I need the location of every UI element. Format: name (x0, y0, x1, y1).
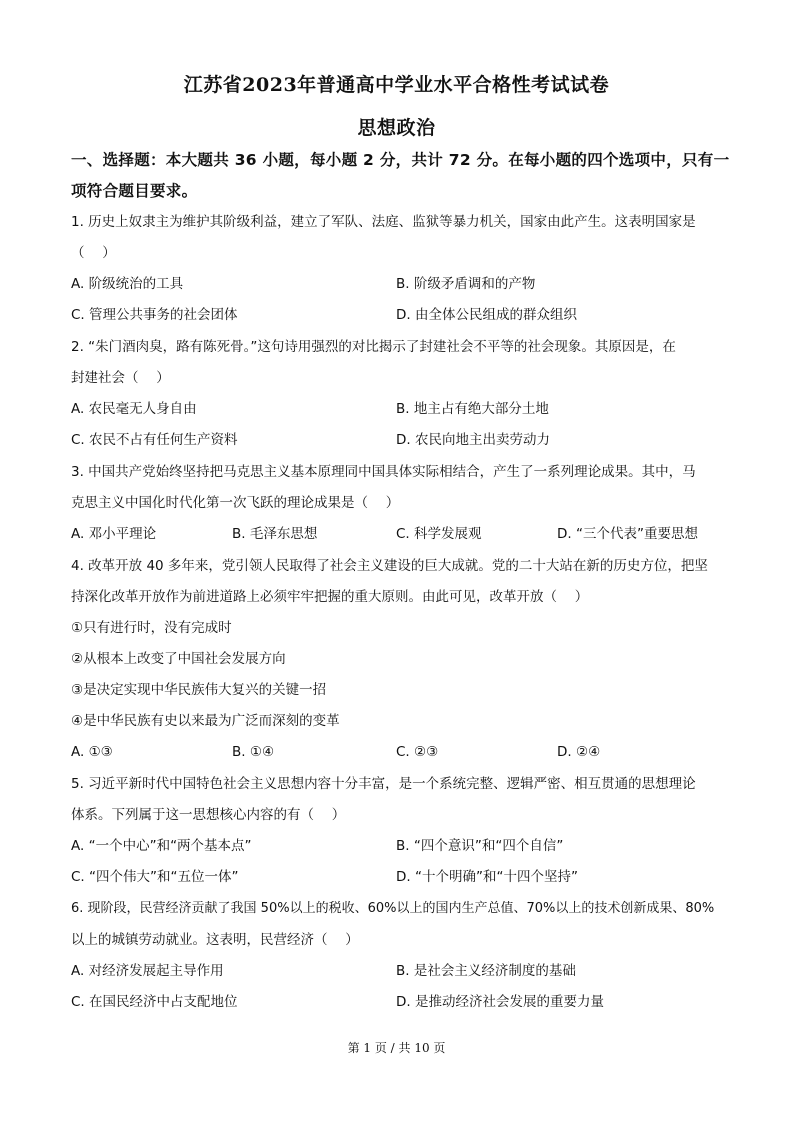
question-5-option-b: B. “四个意识”和“四个自信” (396, 838, 564, 854)
question-3-stem-line-2: 克思主义中国化时代化第一次飞跃的理论成果是（ ） (71, 495, 400, 511)
section-heading (71, 145, 731, 207)
question-1-stem-line-2: （ ） (71, 245, 116, 261)
question-6-option-d: D. 是推动经济社会发展的重要力量 (396, 994, 604, 1010)
question-1-option-a: A. 阶级统治的工具 (71, 276, 184, 292)
question-6-option-a: A. 对经济发展起主导作用 (71, 963, 224, 979)
question-3-option-a: A. 邓小平理论 (71, 526, 157, 542)
question-4-option-d: D. ②④ (557, 744, 601, 760)
exam-title: 江苏省2023年普通高中学业水平合格性考试试卷 (183, 74, 610, 96)
question-5-option-d: D. “十个明确”和“十四个坚持” (396, 869, 578, 885)
question-4-option-c: C. ②③ (396, 744, 439, 760)
question-2-stem-line-1: 2. “朱门酒肉臭，路有陈死骨。”这句诗用强烈的对比揭示了封建社会不平等的社会现象。其原因是，在 (71, 339, 676, 355)
question-1-option-b: B. 阶级矛盾调和的产物 (396, 276, 536, 292)
question-1-option-d: D. 由全体公民组成的群众组织 (396, 307, 577, 323)
question-2-stem-line-2: 封建社会（ ） (71, 370, 170, 386)
question-2-option-c: C. 农民不占有任何生产资料 (71, 432, 238, 448)
question-4-statement-3: ③是决定实现中华民族伟大复兴的关键一招 (71, 682, 327, 698)
question-5-stem-line-2: 体系。下列属于这一思想核心内容的有（ ） (71, 807, 346, 823)
question-5-option-c: C. “四个伟大”和“五位一体” (71, 869, 239, 885)
question-4-option-a: A. ①③ (71, 744, 113, 760)
question-5-option-a: A. “一个中心”和“两个基本点” (71, 838, 252, 854)
section-heading-line-1: 一、选择题：本大题共 36 小题，每小题 2 分，共计 72 分。在每小题的四个选项中，只有一 (71, 151, 730, 169)
question-3-option-c: C. 科学发展观 (396, 526, 482, 542)
page-indicator: 第 1 页 / 共 10 页 (347, 1041, 446, 1055)
section-heading-line-2: 项符合题目要求。 (71, 182, 198, 200)
question-6-stem-line-1: 6. 现阶段，民营经济贡献了我国 50%以上的税收、60%以上的国内生产总值、70%以上的技术创新成果、80% (71, 901, 715, 916)
question-6-option-b: B. 是社会主义经济制度的基础 (396, 963, 576, 979)
question-4-stem-line-2: 持深化改革开放作为前进道路上必须牢牢把握的重大原则。由此可见，改革开放（ ） (71, 589, 589, 605)
question-2-option-a: A. 农民毫无人身自由 (71, 401, 197, 417)
question-4-statement-1: ①只有进行时，没有完成时 (71, 620, 232, 636)
question-3-option-d: D. “三个代表”重要思想 (557, 526, 698, 542)
question-4-option-b: B. ①④ (232, 744, 275, 760)
question-4-statement-2: ②从根本上改变了中国社会发展方向 (71, 651, 286, 667)
question-2-option-d: D. 农民向地主出卖劳动力 (396, 432, 550, 448)
question-3-stem-line-1: 3. 中国共产党始终坚持把马克思主义基本原理同中国具体实际相结合，产生了一系列理论成果。其中，马 (71, 464, 696, 480)
question-5-stem-line-1: 5. 习近平新时代中国特色社会主义思想内容十分丰富，是一个系统完整、逻辑严密、相互贯通的思想理论 (71, 776, 696, 792)
exam-subject: 思想政治 (357, 117, 436, 139)
question-4-statement-4: ④是中华民族有史以来最为广泛而深刻的变革 (71, 713, 340, 729)
question-6-stem-line-2: 以上的城镇劳动就业。这表明，民营经济（ ） (71, 932, 359, 948)
question-2-option-b: B. 地主占有绝大部分土地 (396, 401, 549, 417)
question-1-option-c: C. 管理公共事务的社会团体 (71, 307, 238, 323)
question-1-stem-line-1: 1. 历史上奴隶主为维护其阶级利益，建立了军队、法庭、监狱等暴力机关，国家由此产生。这表明国家是 (71, 214, 696, 230)
question-6-option-c: C. 在国民经济中占支配地位 (71, 994, 238, 1010)
question-4-stem-line-1: 4. 改革开放 40 多年来，党引领人民取得了社会主义建设的巨大成就。党的二十大站在新的历史方位，把坚 (71, 558, 708, 574)
question-3-option-b: B. 毛泽东思想 (232, 526, 318, 542)
